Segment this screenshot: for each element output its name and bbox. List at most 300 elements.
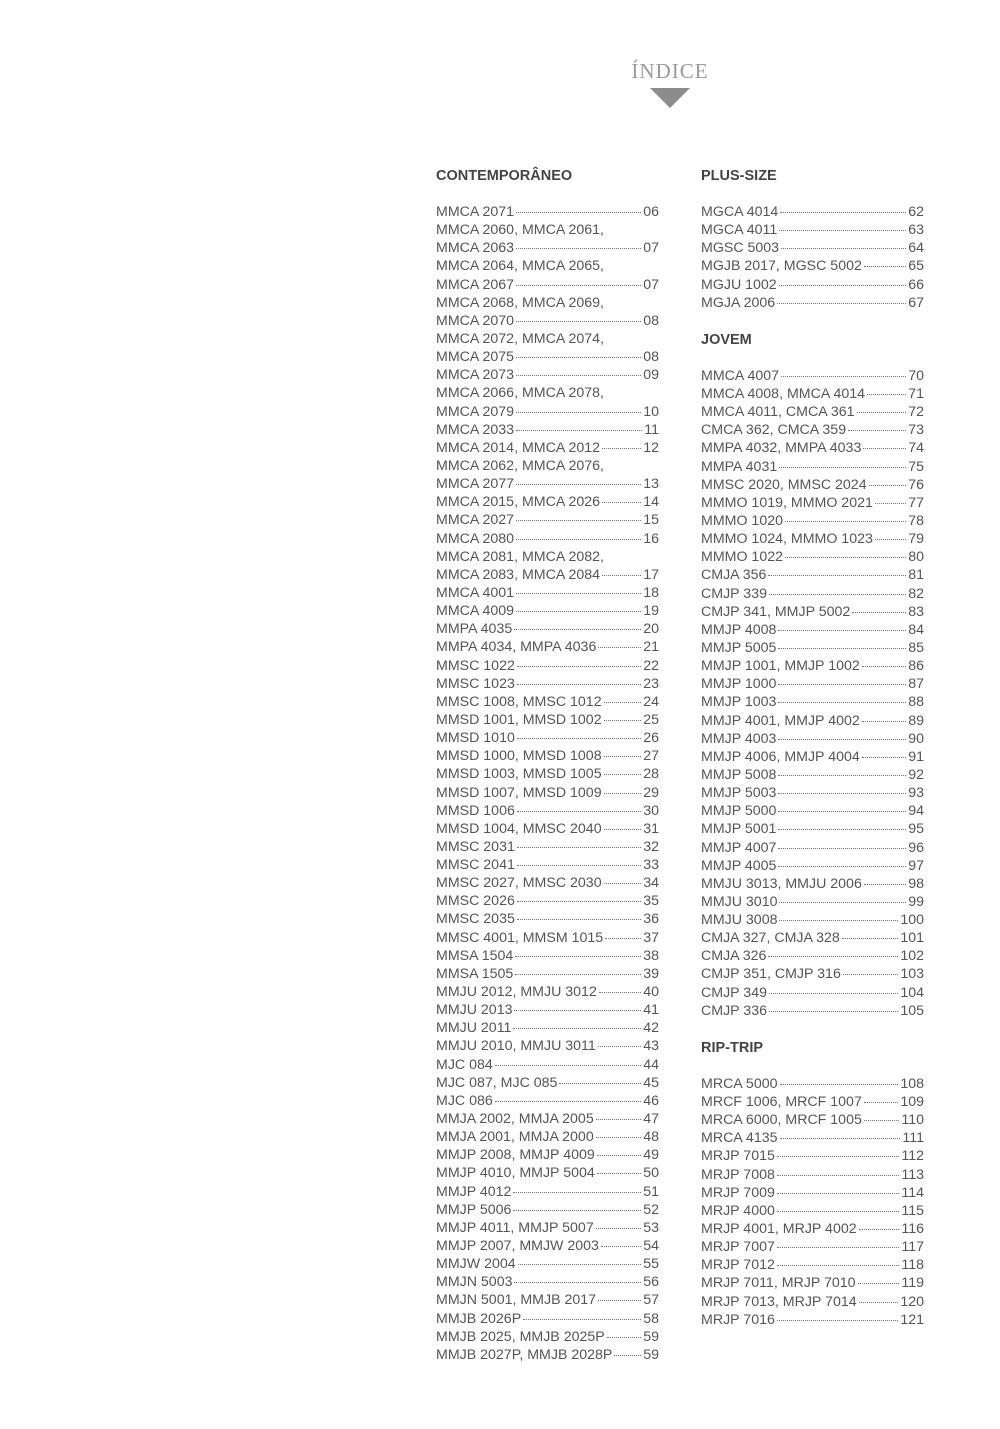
entry-label: MMJB 2026P bbox=[436, 1310, 522, 1327]
dot-leader bbox=[780, 1138, 901, 1139]
index-entry bbox=[436, 1237, 659, 1255]
dot-leader bbox=[859, 1229, 900, 1230]
entry-label: MMJP 4010, MMJP 5004 bbox=[436, 1165, 595, 1182]
entry-page-number: 07 bbox=[643, 240, 659, 257]
entry-page-number: 67 bbox=[908, 294, 924, 311]
entry-label: MMSC 2027, MMSC 2030 bbox=[436, 875, 602, 892]
index-entry bbox=[701, 929, 924, 947]
entry-page-number: 36 bbox=[643, 911, 659, 928]
entry-page-number: 96 bbox=[908, 839, 924, 856]
entry-page-number: 50 bbox=[643, 1165, 659, 1182]
index-entry bbox=[436, 929, 659, 947]
entry-label: MJC 084 bbox=[436, 1056, 493, 1073]
entry-label: MMSC 2035 bbox=[436, 911, 515, 928]
dot-leader bbox=[604, 756, 642, 757]
entry-page-number: 49 bbox=[643, 1147, 659, 1164]
index-list bbox=[436, 203, 659, 1364]
dot-leader bbox=[517, 865, 641, 866]
triangle-down-icon bbox=[650, 88, 690, 108]
entry-label: MMCA 2027 bbox=[436, 512, 515, 529]
entry-page-number: 10 bbox=[643, 403, 659, 420]
dot-leader bbox=[778, 793, 906, 794]
index-entry bbox=[436, 1273, 659, 1291]
entry-page-number: 21 bbox=[643, 639, 659, 656]
dot-leader bbox=[875, 503, 906, 504]
index-column-left bbox=[436, 166, 659, 1382]
dot-leader bbox=[596, 1228, 642, 1229]
index-entry bbox=[436, 457, 659, 475]
entry-label: MMPA 4035 bbox=[436, 621, 513, 638]
index-section-jovem bbox=[701, 330, 924, 1020]
entry-page-number: 18 bbox=[643, 584, 659, 601]
index-entry bbox=[701, 748, 924, 766]
dot-leader bbox=[598, 647, 641, 648]
dot-leader bbox=[864, 266, 906, 267]
entry-label: MMSC 2020, MMSC 2024 bbox=[701, 476, 867, 493]
index-entry bbox=[701, 1202, 924, 1220]
dot-leader bbox=[516, 539, 641, 540]
index-entry bbox=[436, 765, 659, 783]
entry-page-number: 118 bbox=[901, 1257, 924, 1274]
entry-label: MMCA 2068, MMCA 2069, bbox=[436, 294, 604, 311]
dot-leader bbox=[604, 883, 642, 884]
entry-label: MMCA 2083, MMCA 2084 bbox=[436, 566, 601, 583]
entry-label: MMSA 1504 bbox=[436, 947, 514, 964]
entry-label: MJC 086 bbox=[436, 1092, 493, 1109]
dot-leader bbox=[604, 774, 642, 775]
index-entry bbox=[701, 1274, 924, 1292]
dot-leader bbox=[517, 684, 641, 685]
entry-label: MRJP 7015 bbox=[701, 1148, 775, 1165]
dot-leader bbox=[848, 430, 906, 431]
entry-page-number: 39 bbox=[643, 965, 659, 982]
entry-page-number: 32 bbox=[643, 838, 659, 855]
index-entry bbox=[701, 621, 924, 639]
entry-page-number: 74 bbox=[908, 440, 924, 457]
index-entry bbox=[436, 239, 659, 257]
entry-label: MMSC 2026 bbox=[436, 893, 515, 910]
index-entry bbox=[436, 747, 659, 765]
entry-page-number: 71 bbox=[908, 385, 924, 402]
dot-leader bbox=[604, 702, 642, 703]
index-entry bbox=[701, 675, 924, 693]
entry-page-number: 57 bbox=[643, 1292, 659, 1309]
dot-leader bbox=[781, 376, 906, 377]
entry-label: MMCA 2033 bbox=[436, 421, 515, 438]
index-entry bbox=[436, 421, 659, 439]
index-entry bbox=[436, 983, 659, 1001]
dot-leader bbox=[516, 430, 642, 431]
index-entry bbox=[701, 239, 924, 257]
entry-page-number: 35 bbox=[643, 893, 659, 910]
entry-label: MMJU 3008 bbox=[701, 912, 778, 929]
index-entry bbox=[701, 439, 924, 457]
entry-page-number: 43 bbox=[643, 1038, 659, 1055]
entry-page-number: 30 bbox=[643, 802, 659, 819]
entry-page-number: 98 bbox=[908, 875, 924, 892]
entry-label: MMJU 2012, MMJU 3012 bbox=[436, 984, 597, 1001]
index-entry bbox=[701, 712, 924, 730]
entry-page-number: 59 bbox=[643, 1346, 659, 1363]
section-title: RIP-TRIP bbox=[701, 1039, 764, 1056]
index-section-contemporaneo bbox=[436, 166, 659, 1364]
entry-label: MRCF 1006, MRCF 1007 bbox=[701, 1094, 862, 1111]
entry-label: MMMO 1022 bbox=[701, 549, 783, 566]
index-entry bbox=[701, 657, 924, 675]
entry-page-number: 105 bbox=[900, 1002, 924, 1019]
index-section-rip-trip bbox=[701, 1038, 924, 1329]
dot-leader bbox=[495, 1101, 641, 1102]
entry-label: MMJP 4012 bbox=[436, 1183, 512, 1200]
dot-leader bbox=[875, 539, 906, 540]
entry-page-number: 78 bbox=[908, 512, 924, 529]
index-entry bbox=[436, 330, 659, 348]
entry-page-number: 73 bbox=[908, 422, 924, 439]
dot-leader bbox=[495, 1065, 641, 1066]
page-title: ÍNDICE bbox=[631, 59, 709, 83]
entry-page-number: 59 bbox=[643, 1328, 659, 1345]
entry-page-number: 72 bbox=[908, 404, 924, 421]
index-entry bbox=[701, 984, 924, 1002]
dot-leader bbox=[777, 1193, 900, 1194]
index-entry bbox=[436, 1219, 659, 1237]
entry-label: MMMO 1019, MMMO 2021 bbox=[701, 494, 873, 511]
dot-leader bbox=[768, 956, 898, 957]
index-entry bbox=[701, 367, 924, 385]
dot-leader bbox=[779, 467, 906, 468]
index-entry bbox=[436, 203, 659, 221]
dot-leader bbox=[597, 1173, 641, 1174]
entry-page-number: 88 bbox=[908, 694, 924, 711]
entry-label: MRJP 7011, MRJP 7010 bbox=[701, 1275, 856, 1292]
entry-page-number: 83 bbox=[908, 603, 924, 620]
index-entry bbox=[701, 566, 924, 584]
entry-page-number: 24 bbox=[643, 693, 659, 710]
entry-label: MMJB 2027P, MMJB 2028P bbox=[436, 1346, 613, 1363]
dot-leader bbox=[769, 993, 898, 994]
index-entry bbox=[436, 1164, 659, 1182]
entry-page-number: 82 bbox=[908, 585, 924, 602]
entry-label: MMJP 4008 bbox=[701, 621, 777, 638]
dot-leader bbox=[785, 521, 906, 522]
entry-page-number: 07 bbox=[643, 276, 659, 293]
dot-leader bbox=[516, 212, 641, 213]
dot-leader bbox=[777, 1175, 900, 1176]
dot-leader bbox=[605, 938, 641, 939]
entry-label: CMJP 336 bbox=[701, 1002, 767, 1019]
index-entry bbox=[701, 820, 924, 838]
dot-leader bbox=[516, 357, 641, 358]
dot-leader bbox=[604, 793, 642, 794]
entry-page-number: 47 bbox=[643, 1111, 659, 1128]
entry-page-number: 40 bbox=[643, 984, 659, 1001]
entry-page-number: 110 bbox=[901, 1112, 924, 1129]
index-entry bbox=[701, 221, 924, 239]
entry-page-number: 41 bbox=[643, 1002, 659, 1019]
index-entry bbox=[701, 403, 924, 421]
entry-label: MMCA 4011, CMCA 361 bbox=[701, 404, 855, 421]
dot-leader bbox=[862, 666, 906, 667]
entry-label: MMCA 2071 bbox=[436, 204, 515, 220]
entry-label: CMJP 339 bbox=[701, 585, 767, 602]
index-entry bbox=[701, 257, 924, 275]
index-entry bbox=[701, 875, 924, 893]
index-entry bbox=[436, 439, 659, 457]
dot-leader bbox=[779, 902, 906, 903]
index-entry bbox=[436, 530, 659, 548]
index-entry bbox=[701, 1129, 924, 1147]
index-entry bbox=[701, 458, 924, 476]
index-entry bbox=[701, 385, 924, 403]
entry-page-number: 87 bbox=[908, 676, 924, 693]
dot-leader bbox=[559, 1083, 641, 1084]
dot-leader bbox=[777, 1265, 900, 1266]
dot-leader bbox=[768, 575, 906, 576]
entry-label: MMCA 2067 bbox=[436, 276, 515, 293]
dot-leader bbox=[864, 1120, 900, 1121]
dot-leader bbox=[781, 248, 906, 249]
entry-label: MMMO 1020 bbox=[701, 512, 783, 529]
dot-leader bbox=[517, 811, 641, 812]
dot-leader bbox=[514, 1010, 641, 1011]
dot-leader bbox=[515, 956, 641, 957]
entry-label: MMJP 1003 bbox=[701, 694, 777, 711]
index-entry bbox=[701, 693, 924, 711]
entry-page-number: 31 bbox=[643, 820, 659, 837]
index-entry bbox=[701, 1220, 924, 1238]
entry-label: MMJP 4011, MMJP 5007 bbox=[436, 1219, 594, 1236]
section-title: PLUS-SIZE bbox=[701, 168, 777, 184]
index-entry bbox=[436, 602, 659, 620]
entry-page-number: 85 bbox=[908, 639, 924, 656]
entry-label: MRCA 5000 bbox=[701, 1075, 778, 1092]
entry-page-number: 104 bbox=[900, 984, 924, 1001]
entry-page-number: 27 bbox=[643, 748, 659, 765]
dot-leader bbox=[857, 412, 907, 413]
entry-page-number: 84 bbox=[908, 621, 924, 638]
index-entry bbox=[436, 947, 659, 965]
entry-label: CMJP 351, CMJP 316 bbox=[701, 966, 841, 983]
entry-label: MMSD 1003, MMSD 1005 bbox=[436, 766, 602, 783]
dot-leader bbox=[777, 303, 906, 304]
dot-leader bbox=[778, 648, 906, 649]
dot-leader bbox=[867, 394, 906, 395]
entry-label: MMCA 2062, MMCA 2076, bbox=[436, 457, 604, 474]
dot-leader bbox=[777, 1320, 898, 1321]
dot-leader bbox=[513, 1210, 641, 1211]
entry-label: MRJP 4001, MRJP 4002 bbox=[701, 1221, 857, 1238]
entry-page-number: 86 bbox=[908, 658, 924, 675]
dot-leader bbox=[778, 684, 906, 685]
dot-leader bbox=[514, 1282, 641, 1283]
entry-label: MMJU 2011 bbox=[436, 1020, 512, 1037]
dot-leader bbox=[869, 485, 907, 486]
index-entry bbox=[436, 693, 659, 711]
index-entry bbox=[701, 530, 924, 548]
index-entry bbox=[436, 965, 659, 983]
entry-label: MRJP 7013, MRJP 7014 bbox=[701, 1293, 857, 1310]
dot-leader bbox=[862, 757, 906, 758]
entry-label: MMSC 1008, MMSC 1012 bbox=[436, 693, 602, 710]
entry-label: CMCA 362, CMCA 359 bbox=[701, 422, 847, 439]
entry-page-number: 55 bbox=[643, 1256, 659, 1273]
entry-page-number: 100 bbox=[900, 912, 924, 929]
dot-leader bbox=[859, 1302, 899, 1303]
entry-label: MMSA 1505 bbox=[436, 965, 514, 982]
dot-leader bbox=[516, 520, 641, 521]
entry-page-number: 17 bbox=[643, 566, 659, 583]
index-entry bbox=[701, 1184, 924, 1202]
entry-page-number: 63 bbox=[908, 222, 924, 239]
entry-label: MMCA 2060, MMCA 2061, bbox=[436, 222, 604, 239]
index-entry bbox=[436, 1037, 659, 1055]
entry-label: MMSD 1004, MMSC 2040 bbox=[436, 820, 602, 837]
index-entry bbox=[436, 1074, 659, 1092]
index-entry bbox=[701, 294, 924, 312]
dot-leader bbox=[516, 611, 641, 612]
entry-page-number: 11 bbox=[644, 421, 659, 438]
index-entry bbox=[701, 730, 924, 748]
index-entry bbox=[436, 1328, 659, 1346]
entry-page-number: 19 bbox=[643, 603, 659, 620]
index-entry bbox=[436, 384, 659, 402]
index-entry bbox=[701, 1147, 924, 1165]
dot-leader bbox=[785, 557, 906, 558]
entry-page-number: 56 bbox=[643, 1274, 659, 1291]
entry-label: MGJU 1002 bbox=[701, 276, 777, 293]
entry-label: MMSC 2031 bbox=[436, 838, 515, 855]
index-entry bbox=[436, 475, 659, 493]
dot-leader bbox=[778, 630, 906, 631]
entry-label: CMJA 356 bbox=[701, 567, 767, 584]
entry-label: MMCA 2063 bbox=[436, 240, 515, 257]
entry-page-number: 93 bbox=[908, 785, 924, 802]
entry-label: MRJP 4000 bbox=[701, 1202, 775, 1219]
entry-page-number: 53 bbox=[643, 1219, 659, 1236]
entry-label: MMJN 5003 bbox=[436, 1274, 513, 1291]
index-entry bbox=[436, 221, 659, 239]
dot-leader bbox=[517, 666, 641, 667]
index-entry bbox=[436, 1310, 659, 1328]
dot-leader bbox=[604, 829, 642, 830]
index-entry bbox=[436, 312, 659, 330]
index-entry bbox=[701, 421, 924, 439]
index-entry bbox=[436, 403, 659, 421]
entry-label: MMMO 1024, MMMO 1023 bbox=[701, 531, 873, 548]
index-entry bbox=[436, 620, 659, 638]
entry-label: MMCA 2015, MMCA 2026 bbox=[436, 494, 601, 511]
index-column-right bbox=[701, 166, 924, 1347]
entry-label: MMJB 2025, MMJB 2025P bbox=[436, 1328, 605, 1345]
dot-leader bbox=[778, 775, 906, 776]
entry-page-number: 109 bbox=[900, 1094, 924, 1111]
entry-label: MGCA 4014 bbox=[701, 204, 779, 220]
dot-leader bbox=[516, 248, 641, 249]
entry-label: MMCA 2070 bbox=[436, 312, 515, 329]
entry-page-number: 79 bbox=[908, 531, 924, 548]
entry-label: MMSD 1001, MMSD 1002 bbox=[436, 711, 602, 728]
index-entry bbox=[436, 802, 659, 820]
dot-leader bbox=[852, 612, 906, 613]
entry-page-number: 70 bbox=[908, 367, 924, 384]
dot-leader bbox=[779, 285, 907, 286]
entry-label: MMPA 4032, MMPA 4033 bbox=[701, 440, 862, 457]
dot-leader bbox=[518, 1264, 642, 1265]
index-entry bbox=[436, 1056, 659, 1074]
entry-page-number: 42 bbox=[643, 1020, 659, 1037]
index-entry bbox=[701, 603, 924, 621]
dot-leader bbox=[864, 1102, 898, 1103]
entry-page-number: 33 bbox=[643, 857, 659, 874]
entry-label: MMJP 4003 bbox=[701, 730, 777, 747]
index-entry bbox=[436, 711, 659, 729]
index-entry bbox=[436, 294, 659, 312]
entry-page-number: 16 bbox=[643, 530, 659, 547]
dot-leader bbox=[513, 1192, 641, 1193]
entry-label: MMJU 2013 bbox=[436, 1002, 513, 1019]
entry-page-number: 94 bbox=[908, 803, 924, 820]
index-entry bbox=[436, 838, 659, 856]
dot-leader bbox=[598, 1300, 641, 1301]
index-list bbox=[701, 1075, 924, 1329]
entry-page-number: 115 bbox=[901, 1202, 924, 1219]
entry-label: MRJP 7007 bbox=[701, 1239, 775, 1256]
index-entry bbox=[701, 766, 924, 784]
entry-page-number: 119 bbox=[901, 1275, 924, 1292]
index-entry bbox=[436, 657, 659, 675]
index-entry bbox=[701, 1075, 924, 1093]
entry-page-number: 120 bbox=[900, 1293, 924, 1310]
entry-page-number: 62 bbox=[908, 204, 924, 220]
index-entry bbox=[701, 857, 924, 875]
entry-page-number: 80 bbox=[908, 549, 924, 566]
entry-label: MGJA 2006 bbox=[701, 294, 776, 311]
entry-label: MMJP 1001, MMJP 1002 bbox=[701, 658, 860, 675]
dot-leader bbox=[614, 1355, 641, 1356]
index-entry bbox=[436, 1110, 659, 1128]
dot-leader bbox=[602, 502, 641, 503]
entry-label: MMJP 5005 bbox=[701, 639, 777, 656]
entry-page-number: 64 bbox=[908, 240, 924, 257]
entry-page-number: 28 bbox=[643, 766, 659, 783]
dot-leader bbox=[779, 920, 898, 921]
entry-label: MMJW 2004 bbox=[436, 1256, 516, 1273]
entry-page-number: 89 bbox=[908, 712, 924, 729]
dot-leader bbox=[842, 938, 899, 939]
dot-leader bbox=[513, 1028, 641, 1029]
entry-label: MGCA 4011 bbox=[701, 222, 778, 239]
entry-page-number: 06 bbox=[643, 204, 659, 220]
entry-page-number: 102 bbox=[900, 948, 924, 965]
entry-page-number: 48 bbox=[643, 1129, 659, 1146]
dot-leader bbox=[779, 230, 906, 231]
entry-page-number: 25 bbox=[643, 711, 659, 728]
entry-page-number: 23 bbox=[643, 675, 659, 692]
index-entry bbox=[436, 548, 659, 566]
entry-page-number: 13 bbox=[643, 476, 659, 493]
index-entry bbox=[436, 511, 659, 529]
section-title: JOVEM bbox=[701, 331, 752, 348]
index-entry bbox=[436, 1183, 659, 1201]
index-entry bbox=[436, 1201, 659, 1219]
entry-page-number: 51 bbox=[643, 1183, 659, 1200]
index-entry bbox=[436, 276, 659, 294]
entry-page-number: 09 bbox=[643, 367, 659, 384]
entry-page-number: 81 bbox=[908, 567, 924, 584]
entry-label: MMCA 4009 bbox=[436, 603, 515, 620]
dot-leader bbox=[843, 974, 898, 975]
dot-leader bbox=[858, 1283, 900, 1284]
